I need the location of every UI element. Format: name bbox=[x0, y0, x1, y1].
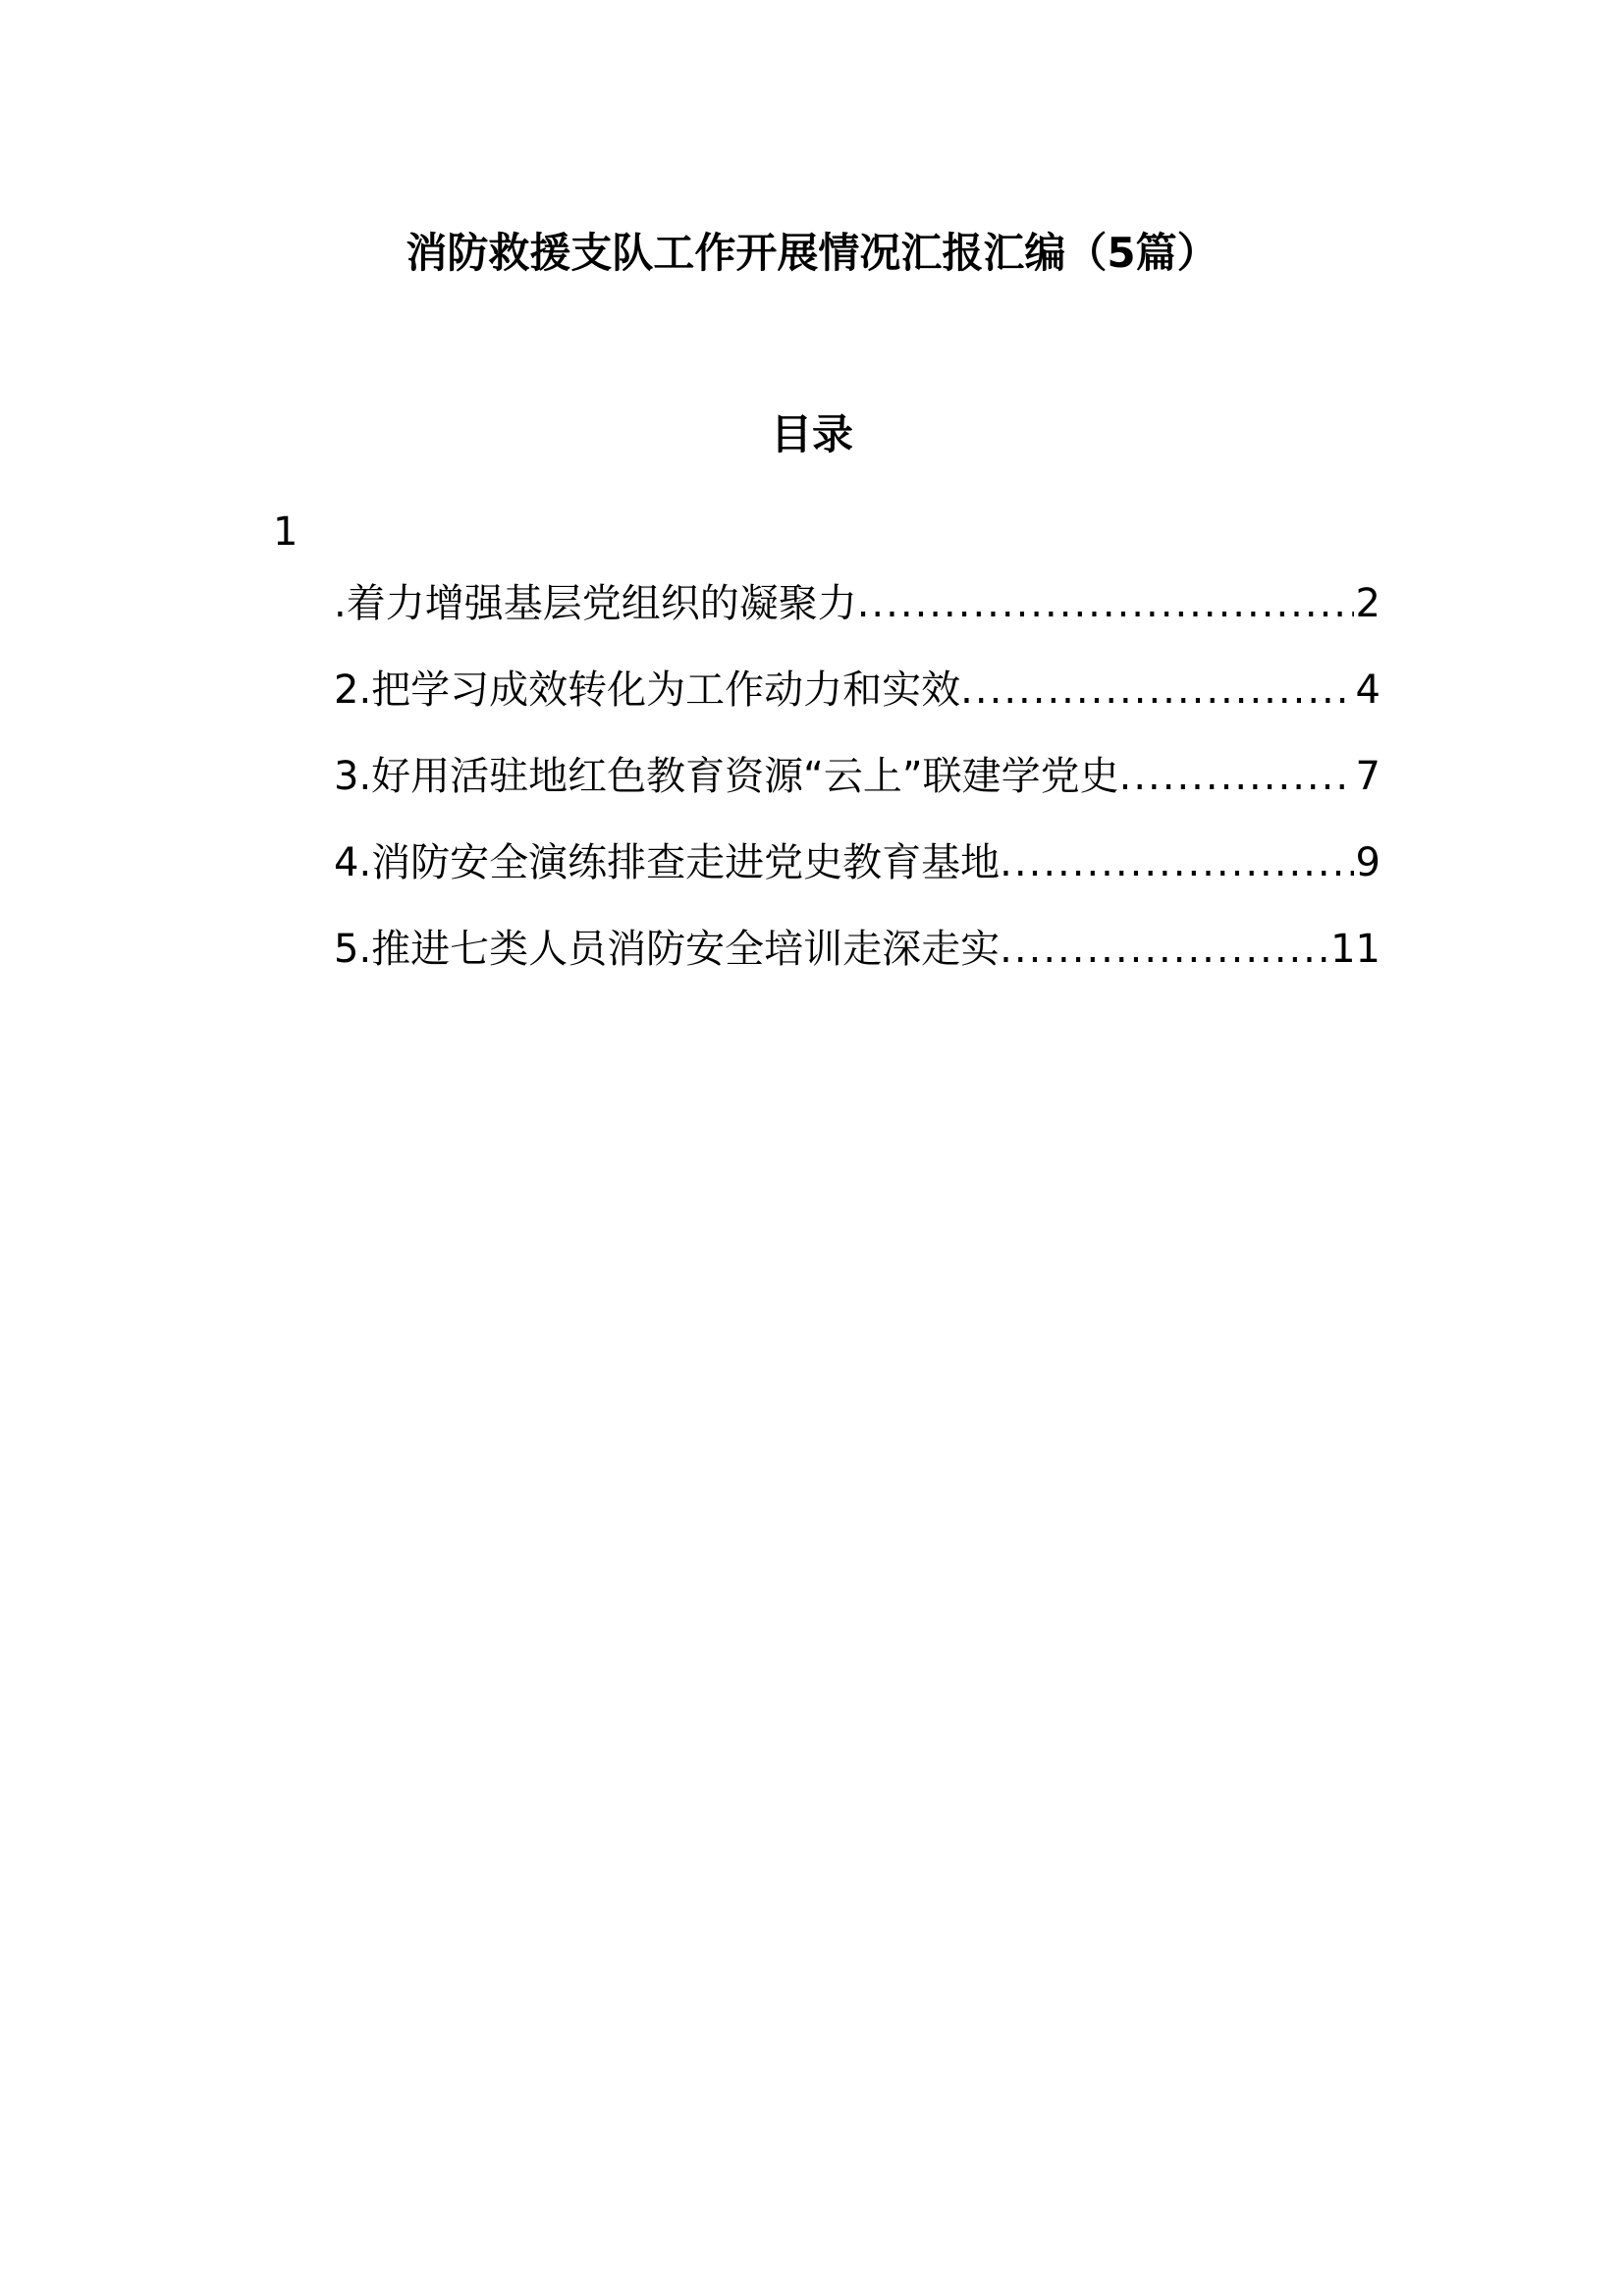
toc-entry-number: 1 bbox=[273, 509, 298, 555]
toc-page-number: 2 bbox=[1355, 581, 1380, 626]
toc-leader-dots bbox=[1119, 747, 1354, 806]
toc-entry-label: 3.好用活驻地红色教育资源“云上”联建学党史 bbox=[334, 754, 1119, 799]
toc-leader-dots bbox=[960, 661, 1353, 720]
toc-entry-label: .着力增强基层党组织的凝聚力 bbox=[334, 581, 857, 626]
toc-entry[interactable] bbox=[334, 661, 1380, 747]
toc-page-number: 4 bbox=[1355, 667, 1380, 713]
toc-page-number: 7 bbox=[1355, 754, 1380, 799]
toc-entry[interactable] bbox=[334, 574, 1380, 661]
toc-page-number: 11 bbox=[1330, 927, 1380, 972]
toc-entry[interactable] bbox=[334, 833, 1380, 920]
toc-heading: 目录 bbox=[770, 410, 853, 458]
toc-page-number: 9 bbox=[1355, 840, 1380, 885]
toc-entry-label: 4.消防安全演练排查走进党史教育基地 bbox=[334, 840, 1001, 885]
toc-entry-label: 2.把学习成效转化为工作动力和实效 bbox=[334, 667, 961, 713]
toc-entry[interactable] bbox=[334, 747, 1380, 833]
toc-leader-dots bbox=[1000, 920, 1328, 979]
toc-entry[interactable] bbox=[334, 920, 1380, 1006]
toc-leader-dots bbox=[857, 574, 1354, 633]
table-of-contents bbox=[334, 574, 1380, 1006]
document-title: 消防救援支队工作开展情况汇报汇编（5篇） bbox=[406, 229, 1218, 277]
toc-entry-label: 5.推进七类人员消防安全培训走深走实 bbox=[334, 927, 1001, 972]
toc-leader-dots bbox=[1000, 833, 1353, 892]
